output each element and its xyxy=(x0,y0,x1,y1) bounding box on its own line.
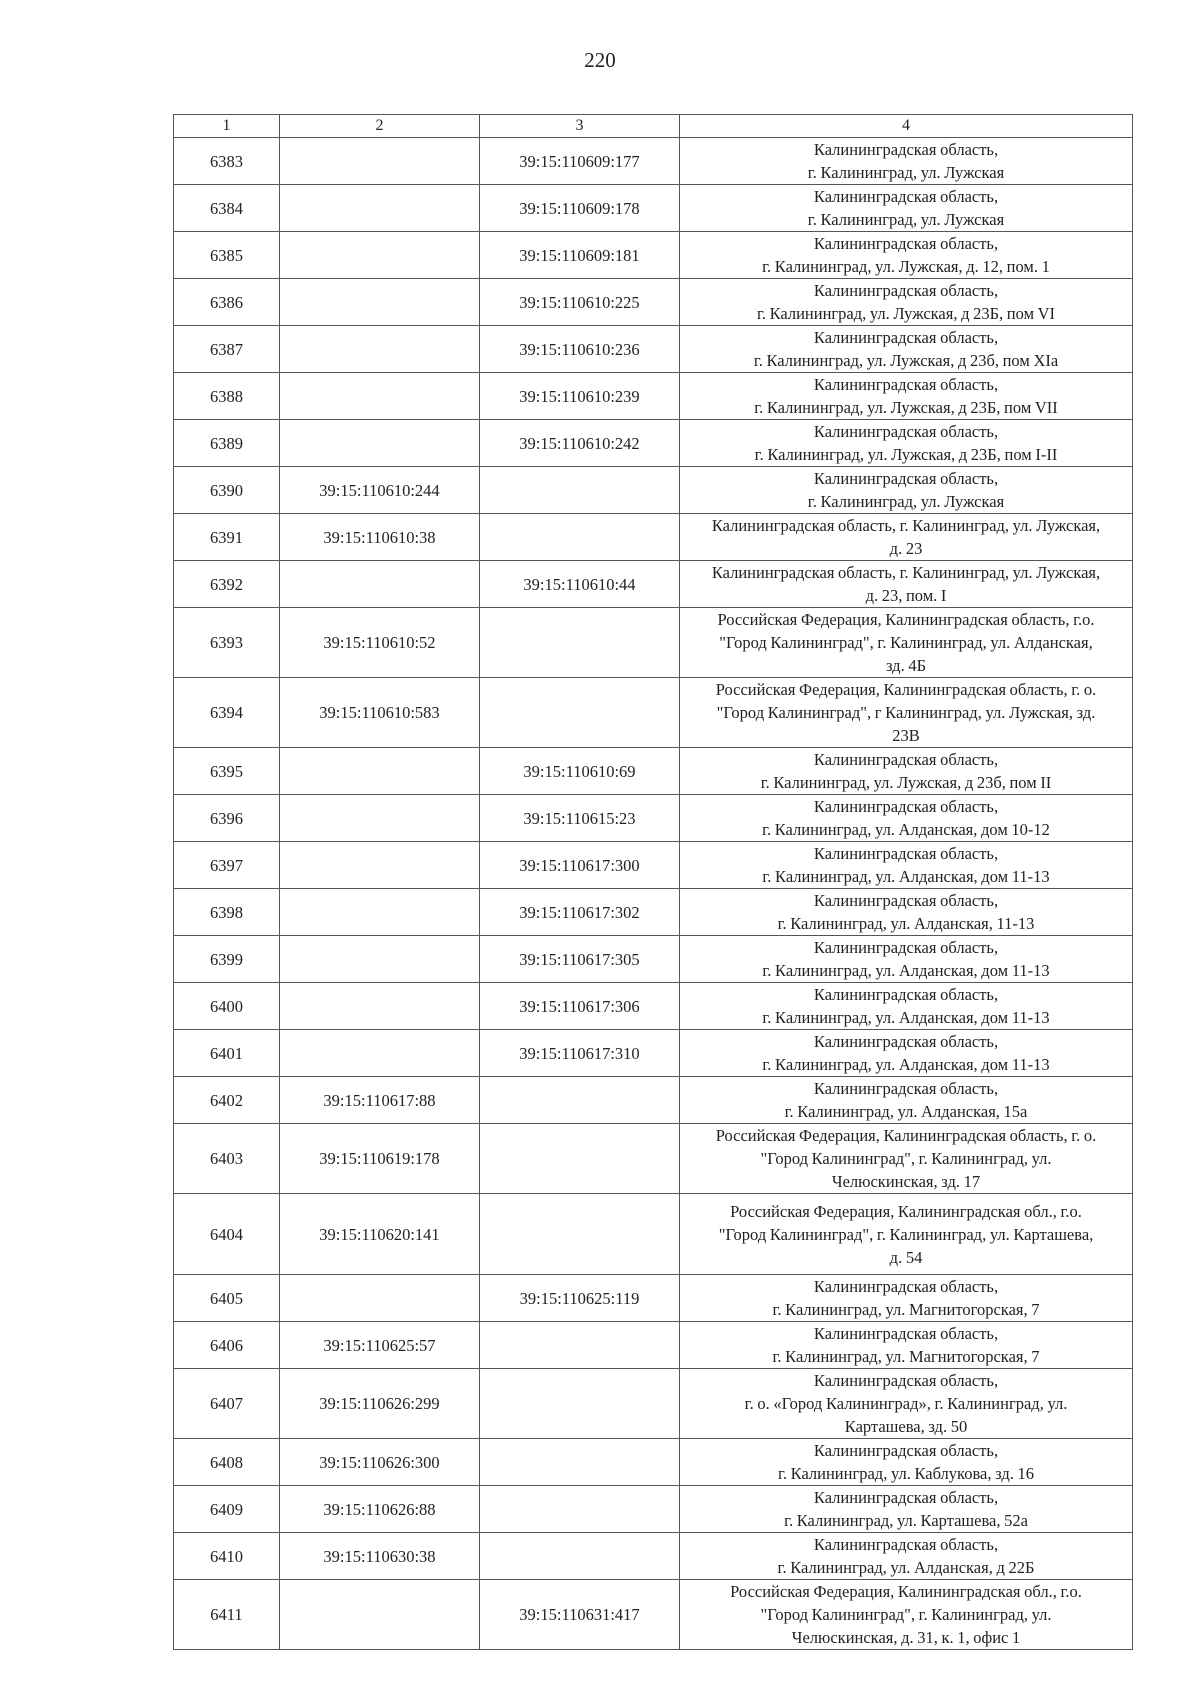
cadastral-land-number xyxy=(280,138,480,185)
address: Калининградская область, г. Калининград, ул. Алданская, 11-13 xyxy=(680,889,1133,936)
cadastral-land-number: 39:15:110626:88 xyxy=(280,1486,480,1533)
table-row xyxy=(174,1030,1133,1077)
row-number: 6397 xyxy=(174,842,280,889)
address: Калининградская область, г. Калининград, ул. Магнитогорская, 7 xyxy=(680,1322,1133,1369)
cadastral-object-number: 39:15:110610:44 xyxy=(480,561,680,608)
table-row xyxy=(174,1194,1133,1275)
table-row xyxy=(174,420,1133,467)
cadastral-land-number: 39:15:110625:57 xyxy=(280,1322,480,1369)
table-row xyxy=(174,1439,1133,1486)
row-number: 6392 xyxy=(174,561,280,608)
table-row xyxy=(174,326,1133,373)
table-row xyxy=(174,279,1133,326)
address: Калининградская область, г. Калининград, ул. Лужская, д. 12, пом. 1 xyxy=(680,232,1133,279)
cadastral-object-number: 39:15:110617:310 xyxy=(480,1030,680,1077)
cadastral-object-number: 39:15:110631:417 xyxy=(480,1580,680,1650)
cadastral-land-number: 39:15:110610:38 xyxy=(280,514,480,561)
column-header-2: 2 xyxy=(280,115,480,138)
row-number: 6404 xyxy=(174,1194,280,1275)
table-row xyxy=(174,748,1133,795)
row-number: 6388 xyxy=(174,373,280,420)
table-row xyxy=(174,1533,1133,1580)
cadastral-land-number xyxy=(280,795,480,842)
table-row xyxy=(174,232,1133,279)
column-header-4: 4 xyxy=(680,115,1133,138)
table-row xyxy=(174,936,1133,983)
table-row xyxy=(174,467,1133,514)
cadastral-object-number: 39:15:110625:119 xyxy=(480,1275,680,1322)
cadastral-object-number: 39:15:110617:305 xyxy=(480,936,680,983)
table-row xyxy=(174,1077,1133,1124)
address: Калининградская область, г. Калининград, ул. Каблукова, зд. 16 xyxy=(680,1439,1133,1486)
row-number: 6410 xyxy=(174,1533,280,1580)
cadastral-object-number xyxy=(480,678,680,748)
address: Калининградская область, г. Калининград, ул. Алданская, д 22Б xyxy=(680,1533,1133,1580)
cadastral-land-number: 39:15:110610:52 xyxy=(280,608,480,678)
row-number: 6385 xyxy=(174,232,280,279)
page-number: 220 xyxy=(584,48,616,72)
row-number: 6391 xyxy=(174,514,280,561)
row-number: 6389 xyxy=(174,420,280,467)
row-number: 6393 xyxy=(174,608,280,678)
cadastral-land-number: 39:15:110617:88 xyxy=(280,1077,480,1124)
row-number: 6383 xyxy=(174,138,280,185)
row-number: 6408 xyxy=(174,1439,280,1486)
table-header-row xyxy=(174,115,1133,138)
cadastral-land-number xyxy=(280,279,480,326)
cadastral-object-number: 39:15:110610:242 xyxy=(480,420,680,467)
cadastral-object-number: 39:15:110609:178 xyxy=(480,185,680,232)
address: Калининградская область, г. Калининград, ул. Алданская, дом 10-12 xyxy=(680,795,1133,842)
address: Российская Федерация, Калининградская обл., г.о. "Город Калининград", г. Калининград, ул. Карташева, д. 54 xyxy=(680,1194,1133,1275)
table-row xyxy=(174,795,1133,842)
cadastral-object-number: 39:15:110609:181 xyxy=(480,232,680,279)
cadastral-land-number xyxy=(280,420,480,467)
row-number: 6394 xyxy=(174,678,280,748)
cadastral-object-number: 39:15:110609:177 xyxy=(480,138,680,185)
row-number: 6409 xyxy=(174,1486,280,1533)
cadastral-object-number: 39:15:110617:302 xyxy=(480,889,680,936)
cadastral-land-number xyxy=(280,185,480,232)
address: Российская Федерация, Калининградская область, г. о. "Город Калининград", г. Калининград, ул. Челюскинская, зд. 17 xyxy=(680,1124,1133,1194)
cadastral-object-number: 39:15:110610:236 xyxy=(480,326,680,373)
row-number: 6400 xyxy=(174,983,280,1030)
table-row xyxy=(174,138,1133,185)
table-row xyxy=(174,185,1133,232)
cadastral-object-number xyxy=(480,1486,680,1533)
address: Калининградская область, г. Калининград, ул. Лужская, д. 23 xyxy=(680,514,1133,561)
cadastral-object-number: 39:15:110610:225 xyxy=(480,279,680,326)
cadastral-object-number xyxy=(480,467,680,514)
row-number: 6395 xyxy=(174,748,280,795)
row-number: 6387 xyxy=(174,326,280,373)
row-number: 6407 xyxy=(174,1369,280,1439)
address: Калининградская область, г. Калининград, ул. Лужская xyxy=(680,467,1133,514)
cadastral-object-number: 39:15:110615:23 xyxy=(480,795,680,842)
address: Российская Федерация, Калининградская обл., г.о. "Город Калининград", г. Калининград, ул. Челюскинская, д. 31, к. 1, офис 1 xyxy=(680,1580,1133,1650)
table-body xyxy=(174,138,1133,1650)
address: Калининградская область, г. Калининград, ул. Лужская, д 23Б, пом I-II xyxy=(680,420,1133,467)
table-row xyxy=(174,373,1133,420)
row-number: 6402 xyxy=(174,1077,280,1124)
row-number: 6401 xyxy=(174,1030,280,1077)
address: Калининградская область, г. Калининград, ул. Алданская, дом 11-13 xyxy=(680,842,1133,889)
column-header-3: 3 xyxy=(480,115,680,138)
table-row xyxy=(174,678,1133,748)
row-number: 6403 xyxy=(174,1124,280,1194)
table-row xyxy=(174,1580,1133,1650)
cadastral-land-number xyxy=(280,1275,480,1322)
address: Калининградская область, г. Калининград, ул. Лужская, д 23б, пом XIa xyxy=(680,326,1133,373)
address: Российская Федерация, Калининградская область, г. о. "Город Калининград", г Калининград, ул. Лужская, зд. 23В xyxy=(680,678,1133,748)
row-number: 6396 xyxy=(174,795,280,842)
cadastral-land-number xyxy=(280,983,480,1030)
row-number: 6390 xyxy=(174,467,280,514)
address: Калининградская область, г. Калининград, ул. Лужская xyxy=(680,185,1133,232)
address: Калининградская область, г. Калининград, ул. Алданская, дом 11-13 xyxy=(680,1030,1133,1077)
row-number: 6386 xyxy=(174,279,280,326)
cadastral-object-number xyxy=(480,1439,680,1486)
cadastral-object-number xyxy=(480,1194,680,1275)
cadastral-object-number: 39:15:110617:300 xyxy=(480,842,680,889)
address: Калининградская область, г. Калининград, ул. Алданская, дом 11-13 xyxy=(680,983,1133,1030)
cadastral-land-number: 39:15:110610:583 xyxy=(280,678,480,748)
cadastral-object-number: 39:15:110610:69 xyxy=(480,748,680,795)
cadastral-object-number xyxy=(480,608,680,678)
cadastral-object-number: 39:15:110617:306 xyxy=(480,983,680,1030)
table-row xyxy=(174,842,1133,889)
address: Калининградская область, г. Калининград, ул. Лужская, д 23Б, пом VI xyxy=(680,279,1133,326)
cadastral-land-number: 39:15:110630:38 xyxy=(280,1533,480,1580)
registry-table xyxy=(173,114,1133,1650)
row-number: 6384 xyxy=(174,185,280,232)
cadastral-land-number: 39:15:110620:141 xyxy=(280,1194,480,1275)
cadastral-object-number xyxy=(480,1077,680,1124)
cadastral-land-number xyxy=(280,889,480,936)
address: Калининградская область, г. Калининград, ул. Магнитогорская, 7 xyxy=(680,1275,1133,1322)
address: Калининградская область, г. Калининград, ул. Лужская, д. 23, пом. I xyxy=(680,561,1133,608)
table-row xyxy=(174,514,1133,561)
cadastral-object-number xyxy=(480,1124,680,1194)
address: Российская Федерация, Калининградская область, г.о. "Город Калининград", г. Калининград, ул. Алданская, зд. 4Б xyxy=(680,608,1133,678)
cadastral-land-number: 39:15:110610:244 xyxy=(280,467,480,514)
address: Калининградская область, г. Калининград, ул. Лужская, д 23б, пом II xyxy=(680,748,1133,795)
address: Калининградская область, г. Калининград, ул. Алданская, 15а xyxy=(680,1077,1133,1124)
cadastral-land-number xyxy=(280,842,480,889)
row-number: 6398 xyxy=(174,889,280,936)
cadastral-land-number xyxy=(280,936,480,983)
cadastral-land-number: 39:15:110626:299 xyxy=(280,1369,480,1439)
row-number: 6406 xyxy=(174,1322,280,1369)
address: Калининградская область, г. Калининград, ул. Лужская xyxy=(680,138,1133,185)
address: Калининградская область, г. Калининград, ул. Карташева, 52а xyxy=(680,1486,1133,1533)
table-row xyxy=(174,608,1133,678)
table-row xyxy=(174,1124,1133,1194)
cadastral-object-number xyxy=(480,1369,680,1439)
address: Калининградская область, г. Калининград, ул. Лужская, д 23Б, пом VII xyxy=(680,373,1133,420)
cadastral-land-number xyxy=(280,232,480,279)
cadastral-land-number xyxy=(280,748,480,795)
row-number: 6399 xyxy=(174,936,280,983)
table-row xyxy=(174,1322,1133,1369)
cadastral-land-number xyxy=(280,1030,480,1077)
table-row xyxy=(174,1486,1133,1533)
cadastral-land-number: 39:15:110626:300 xyxy=(280,1439,480,1486)
table-row xyxy=(174,983,1133,1030)
cadastral-object-number: 39:15:110610:239 xyxy=(480,373,680,420)
cadastral-land-number xyxy=(280,326,480,373)
table-row xyxy=(174,889,1133,936)
cadastral-land-number xyxy=(280,1580,480,1650)
address: Калининградская область, г. Калининград, ул. Алданская, дом 11-13 xyxy=(680,936,1133,983)
cadastral-object-number xyxy=(480,1322,680,1369)
column-header-1: 1 xyxy=(174,115,280,138)
address: Калининградская область, г. о. «Город Калининград», г. Калининград, ул. Карташева, зд. 50 xyxy=(680,1369,1133,1439)
cadastral-land-number: 39:15:110619:178 xyxy=(280,1124,480,1194)
cadastral-object-number xyxy=(480,514,680,561)
cadastral-land-number xyxy=(280,561,480,608)
cadastral-land-number xyxy=(280,373,480,420)
row-number: 6405 xyxy=(174,1275,280,1322)
table-row xyxy=(174,1369,1133,1439)
row-number: 6411 xyxy=(174,1580,280,1650)
cadastral-object-number xyxy=(480,1533,680,1580)
table-row xyxy=(174,561,1133,608)
table-row xyxy=(174,1275,1133,1322)
